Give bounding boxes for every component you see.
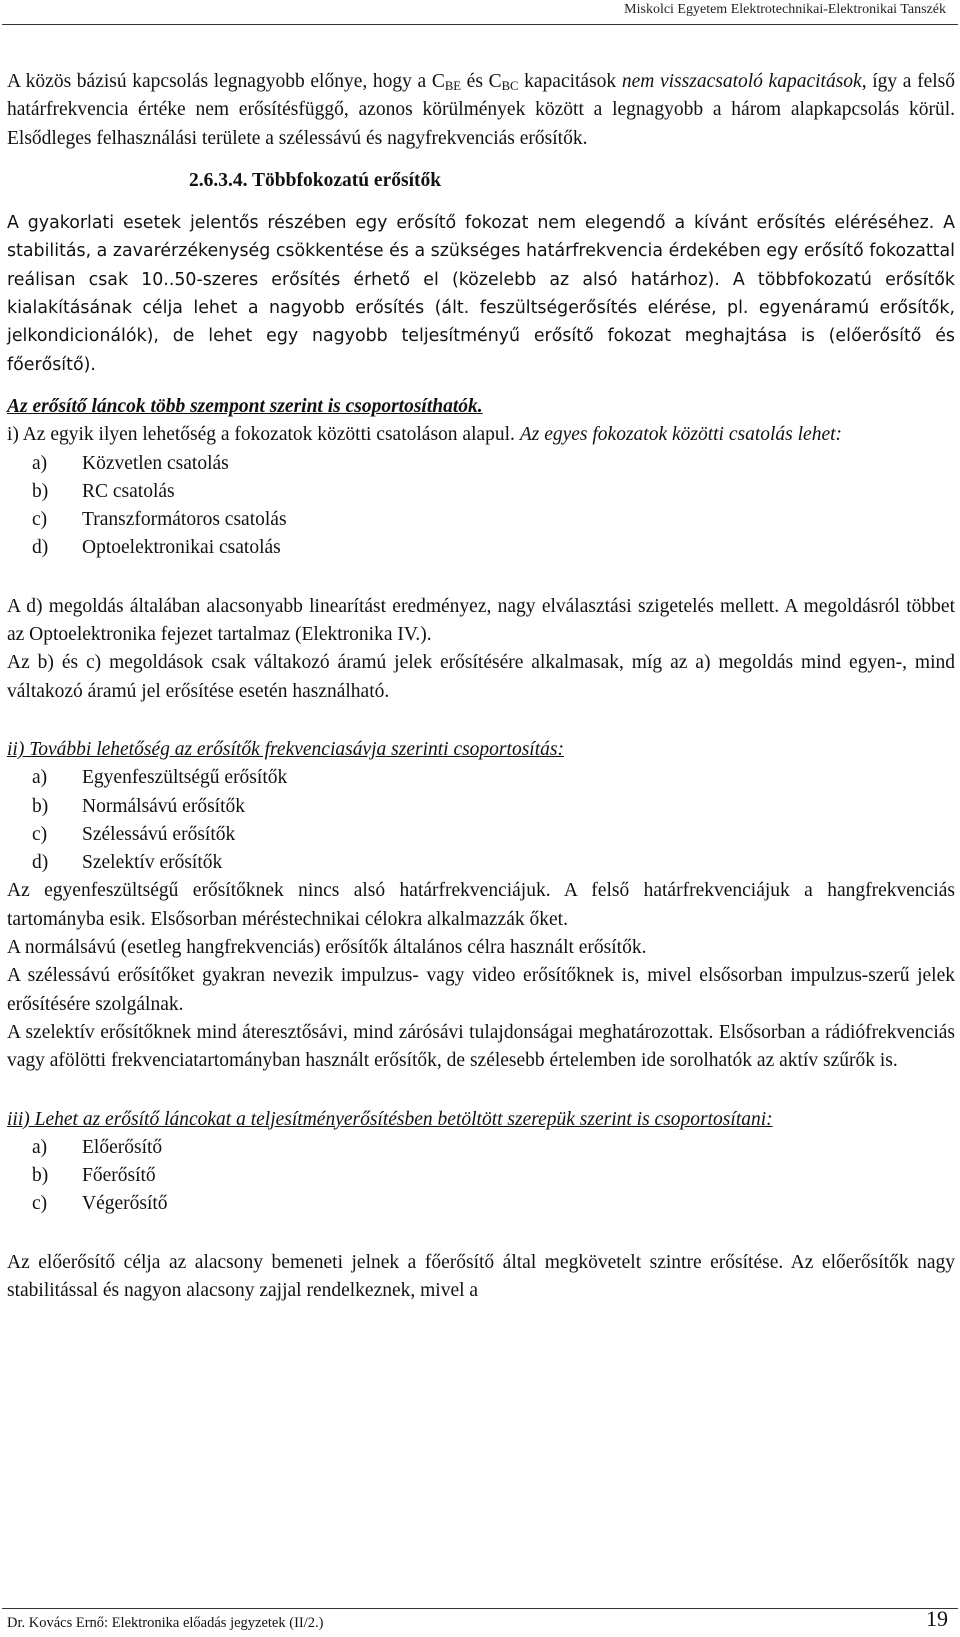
list-item: c) Szélessávú erősítők xyxy=(32,823,236,845)
section-heading xyxy=(7,167,955,195)
list-item: b) Normálsávú erősítők xyxy=(32,795,246,817)
section-number: 2.6.3.4. xyxy=(189,169,248,191)
section-title: Többfokozatú erősítők xyxy=(252,169,442,191)
grouping-title: Az erősítő láncok több szempont szerint is csoportosíthatók. xyxy=(7,395,483,417)
page-header: Miskolci Egyetem Elektrotechnikai-Elektronikai Tanszék xyxy=(624,2,946,17)
page-content xyxy=(7,68,955,1305)
list-item: b) RC csatolás xyxy=(32,480,175,502)
power-role-list xyxy=(7,1134,955,1219)
page-number: 19 xyxy=(926,1606,948,1631)
list-item: d) Optoelektronikai csatolás xyxy=(32,537,281,559)
coupling-list xyxy=(7,450,955,563)
list-item: a) Közvetlen csatolás xyxy=(32,452,229,474)
group1-paragraph-2: Az b) és c) megoldások csak váltakozó áramú jelek erősítésére alkalmasak, míg az a) megoldás mind egyen-, mind váltakozó áramú jel erősítése esetén használható. xyxy=(7,652,955,702)
group2-paragraph-1: Az egyenfeszültségű erősítőknek nincs alsó határfrekvenciájuk. A felső határfrekvenciájuk a hangfrekvenciás tartományba esik. Elsősorban méréstechnikai célokra alkalmazzák őket. xyxy=(7,880,955,930)
list-item: a) Egyenfeszültségű erősítők xyxy=(32,767,288,789)
list-item: c) Transzformátoros csatolás xyxy=(32,509,287,531)
group2-title: ii) További lehetőség az erősítők frekvenciasávja szerinti csoportosítás: xyxy=(7,738,564,760)
group2-paragraph-4: A szelektív erősítőknek mind áteresztősávi, mind zárósávi tulajdonságai meghatározottak. Elsősorban a rádiófrekvenciás vagy afölötti frekvenciatartományban használt erősítők, de szélesebb értelemben ide sorolhatók az aktív szűrők is. xyxy=(7,1021,955,1072)
list-item: b) Főerősítő xyxy=(32,1165,156,1187)
footer-rule xyxy=(2,1608,958,1609)
list-item: a) Előerősítő xyxy=(32,1136,163,1158)
group1-paragraph-1: A d) megoldás általában alacsonyabb linearítást eredményez, nagy elválasztási szigetelés mellett. A megoldásról többet az Optoelektronika fejezet tartalmaz (Elektronika IV.). xyxy=(7,595,955,646)
intro-emphasis: nem visszacsatoló kapacitások xyxy=(621,71,862,92)
group2-paragraph-2: A normálsávú (esetleg hangfrekvenciás) erősítők általános célra használt erősítők. xyxy=(7,937,647,959)
intro-paragraph: A közös bázisú kapcsolás legnagyobb előnye, hogy a $C_{BE}$ és $C_{BC}$ kapacitások nem visszacsatoló kapacitások, így a felső határfrekvencia értéke nem erősítésfüggő, azonos körülmények között a legnagyobb a három alapkapcsolás körül. Elsődleges felhasználási területe a szélessávú és nagyfrekvenciás erősítők. xyxy=(7,71,956,149)
group2-paragraph-3: A szélessávú erősítőket gyakran nevezik impulzus- vagy video erősítőknek is, mivel elsősorban impulzus-szerű jelek erősítésére szolgálnak. xyxy=(7,965,955,1015)
frequency-band-list xyxy=(7,764,955,877)
paragraph-multistage-intro: A gyakorlati esetek jelentős részében egy erősítő fokozat nem elegendő a kívánt erősítés eléréséhez. A stabilitás, a zavarérzékenység csökkentése és a szükséges határfrekvencia érdekében egy erősítő fokozattal reálisan csak 10..50-szeres erősítés érhető el (közelebb az alsó határhoz). A többfokozatú erősítők kialakításának célja lehet a nagyobb erősítés (ált. feszültségerősítés elérése, pl. egyenáramú erősítők, jelkondicionálók), de lehet egy nagyobb teljesítményű erősítő fokozat meghajtása is (előerősítő és főerősítő). xyxy=(7,213,955,375)
list-item: d) Szelektív erősítők xyxy=(32,852,223,874)
header-rule xyxy=(2,24,958,25)
group3-title: iii) Lehet az erősítő láncokat a teljesítményerősítésben betöltött szerepük szerint is csoportosítani: xyxy=(7,1108,773,1130)
group1-intro: i) Az egyik ilyen lehetőség a fokozatok közötti csatoláson alapul. Az egyes fokozatok közötti csatolás lehet: xyxy=(7,424,843,446)
list-item: c) Végerősítő xyxy=(32,1193,168,1215)
group3-paragraph-1: Az előerősítő célja az alacsony bemeneti jelnek a főerősítő által megkövetelt szintre erősítése. Az előerősítők nagy stabilitással és nagyon alacsony zajjal rendelkeznek, mivel a xyxy=(7,1251,955,1301)
page-footer: Dr. Kovács Ernő: Elektronika előadás jegyzetek (II/2.) xyxy=(7,1615,324,1631)
